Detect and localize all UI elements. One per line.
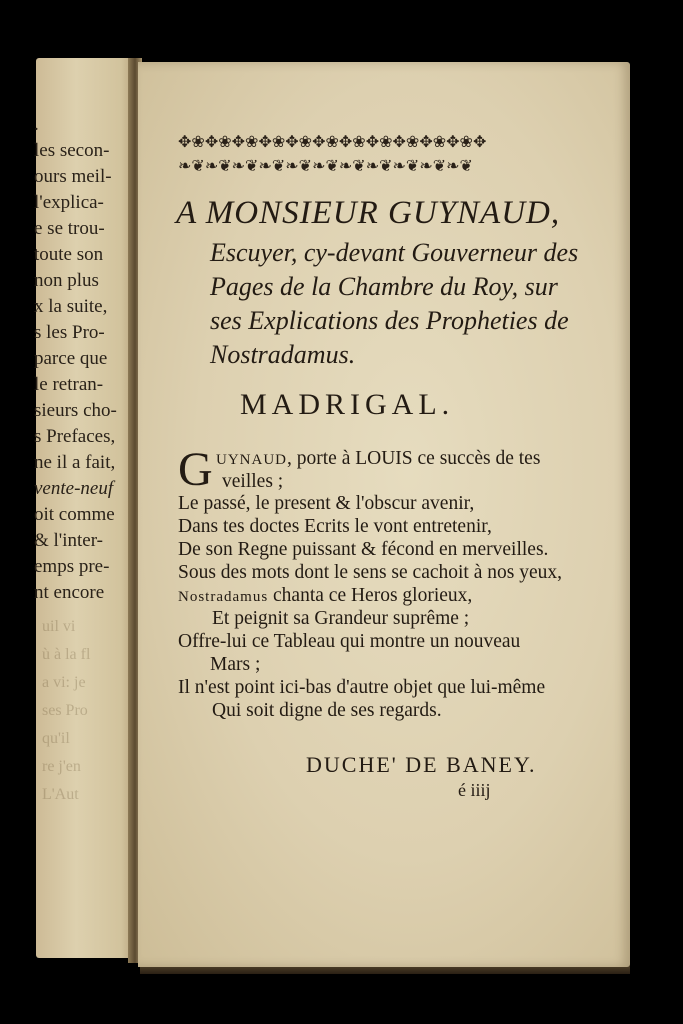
left-page-bleed: a vi: je [42,674,86,691]
left-page-line: x la suite, [34,296,108,317]
left-page-line: s les Pro- [34,322,105,343]
left-page-line: vente-neuf [34,478,114,499]
left-page-line: non plus [34,270,99,291]
poem-line: veilles ; [222,471,284,492]
poem-line-smallcaps: Nostradamus [178,589,269,605]
poem-line-text: chanta ce Heros glorieux, [268,585,473,606]
left-page-line: emps pre- [34,556,110,577]
poem-line: Mars ; [210,654,261,675]
left-page-bleed: L'Aut [42,786,79,803]
left-page-line: ne il a fait, [34,452,116,473]
left-page-bleed: uil vi [42,618,76,635]
left-page-line: & l'inter- [34,530,103,551]
dedication-title: A MONSIEUR GUYNAUD, [176,195,561,231]
poem-line-text: , porte à LOUIS ce succès de tes [287,448,541,469]
left-page-line: e se trou- [34,218,105,239]
previous-page [36,58,136,958]
signature-mark: é iiij [458,780,491,800]
dedication-line: Nostradamus. [210,340,356,369]
fleuron-ornament-icon: ✥❀✥❀✥❀✥❀✥❀✥❀✥❀✥❀✥❀✥❀✥❀✥ [178,132,487,151]
poem-line: Offre-lui ce Tableau qui montre un nouveau [178,631,521,652]
poem-line [178,585,472,607]
ornament-band-bottom [178,156,588,176]
poem-line: Le passé, le present & l'obscur avenir, [178,493,475,514]
fleuron-ornament-icon: ❧❦❧❦❧❦❧❦❧❦❧❦❧❦❧❦❧❦❧❦❧❦ [178,156,473,175]
dedication-line: Escuyer, cy-devant Gouverneur des [210,238,579,267]
left-page-line: l'explica- [34,192,104,213]
poem-line: Sous des mots dont le sens se cachoit à nos yeux, [178,562,562,583]
left-page-line: s Prefaces, [34,426,116,447]
left-page-line: le retran- [34,374,104,395]
left-page-line: toute son [34,244,104,265]
left-page-bleed: ù à la fl [42,646,91,663]
ornament-band-top [178,132,588,152]
drop-cap: G [178,443,213,496]
dedication-line: ses Explications des Propheties de [210,306,569,335]
left-page-line: sieurs cho- [34,400,117,421]
poem-line-smallcaps: UYNAUD [216,452,287,468]
left-page-bleed: ses Pro [42,702,88,719]
poem-line: Il n'est point ici-bas d'autre objet que lui-même [178,677,546,698]
poem-line: De son Regne puissant & fécond en merveilles. [178,539,549,560]
left-page-line: . [34,114,39,135]
left-page-line: ours meil- [34,166,112,187]
poem-title: MADRIGAL. [240,388,455,421]
left-page-line: oit comme [34,504,115,525]
left-page-bleed: re j'en [42,758,81,775]
poem-line: Et peignit sa Grandeur suprême ; [212,608,470,629]
poem-line: Qui soit digne de ses regards. [212,700,442,721]
left-page-bleed: qu'il [42,730,70,747]
left-page-line: les secon- [34,140,110,161]
dedication-line: Pages de la Chambre du Roy, sur [210,272,558,301]
left-page-line: parce que [34,348,108,369]
left-page-line: nt encore [34,582,105,603]
signature: DUCHE' DE BANEY. [306,752,537,777]
poem-line [216,448,540,470]
poem-line: Dans tes doctes Ecrits le vont entretenir, [178,516,492,537]
